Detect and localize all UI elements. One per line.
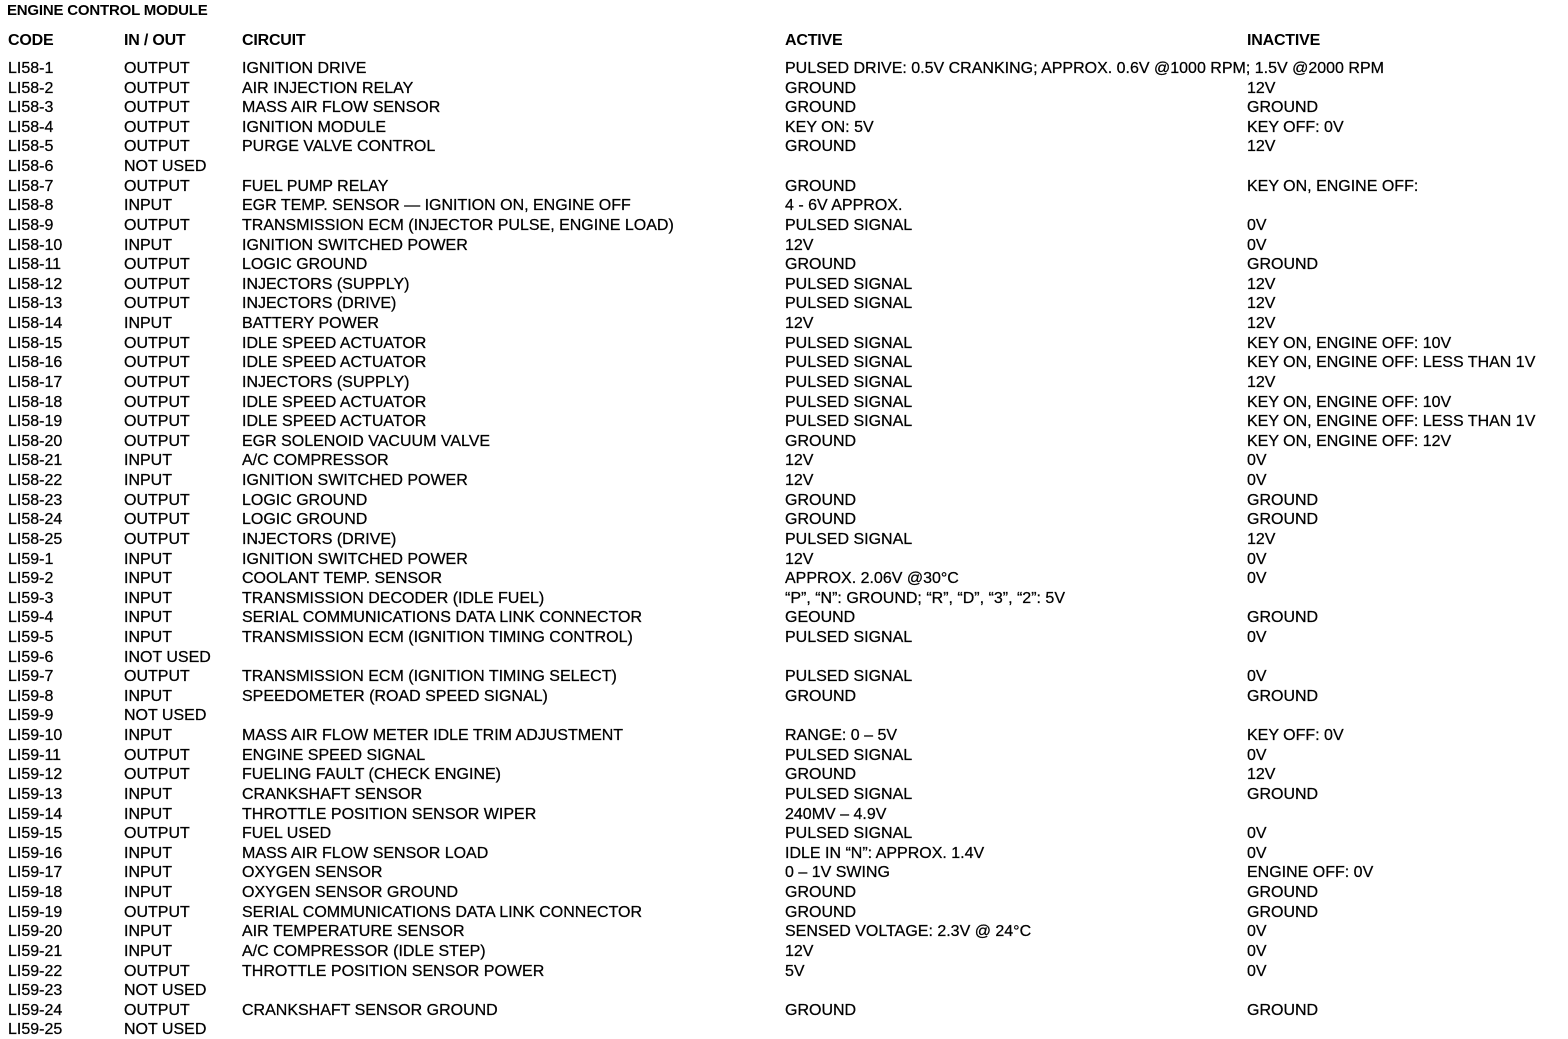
table-row <box>0 805 1568 824</box>
header-inactive: INACTIVE <box>1247 32 1321 49</box>
pin-direction: OUTPUT <box>124 746 190 764</box>
pin-circuit: LOGIC GROUND <box>242 256 368 274</box>
pin-inactive-value: GROUND <box>1247 609 1319 627</box>
table-row <box>0 451 1568 470</box>
pin-inactive-value: 0V <box>1247 570 1267 588</box>
pin-code: LI58-6 <box>8 158 54 176</box>
table-row <box>0 765 1568 784</box>
table-row <box>0 726 1568 745</box>
pin-inactive-value: KEY ON, ENGINE OFF: 10V <box>1247 393 1452 411</box>
pin-direction: OUTPUT <box>124 511 190 529</box>
pin-code: LI58-9 <box>8 216 54 234</box>
pin-direction: NOT USED <box>124 982 207 1000</box>
pin-direction: OUTPUT <box>124 216 190 234</box>
table-row <box>0 334 1568 353</box>
pin-code: LI58-20 <box>8 432 63 450</box>
table-row <box>0 353 1568 372</box>
table-row <box>0 1001 1568 1020</box>
pin-inactive-value: GROUND <box>1247 1001 1319 1019</box>
pin-circuit: INJECTORS (SUPPLY) <box>242 275 410 293</box>
pin-inactive-value: 0V <box>1247 216 1267 234</box>
pin-code: LI58-17 <box>8 373 63 391</box>
pin-inactive-value: 0V <box>1247 962 1267 980</box>
pin-active-value: PULSED SIGNAL <box>785 275 913 293</box>
table-row <box>0 275 1568 294</box>
pin-circuit: INJECTORS (SUPPLY) <box>242 373 410 391</box>
pin-direction: OUTPUT <box>124 393 190 411</box>
pin-circuit: FUELING FAULT (CHECK ENGINE) <box>242 766 501 784</box>
pin-circuit: MASS AIR FLOW SENSOR <box>242 99 441 117</box>
pin-circuit: FUEL USED <box>242 825 332 843</box>
pin-direction: INPUT <box>124 844 172 862</box>
pin-inactive-value: GROUND <box>1247 785 1319 803</box>
table-row <box>0 922 1568 941</box>
pin-code: LI58-5 <box>8 138 54 156</box>
pin-inactive-value: KEY ON, ENGINE OFF: 12V <box>1247 432 1452 450</box>
pin-active-value: PULSED DRIVE: 0.5V CRANKING; APPROX. 0.6V @1000 RPM; 1.5V @2000 RPM <box>785 60 1384 77</box>
pin-active-value: GROUND <box>785 687 857 705</box>
pin-inactive-value: 0V <box>1247 236 1267 254</box>
pin-circuit: A/C COMPRESSOR (IDLE STEP) <box>242 942 486 960</box>
table-row <box>0 667 1568 686</box>
pin-active-value: 12V <box>785 550 814 568</box>
table-row <box>0 59 1568 78</box>
pin-circuit: THROTTLE POSITION SENSOR WIPER <box>242 805 537 823</box>
table-row <box>0 589 1568 608</box>
pin-code: LI59-20 <box>8 923 63 941</box>
pin-circuit: A/C COMPRESSOR <box>242 452 389 470</box>
pin-direction: INPUT <box>124 884 172 902</box>
pin-circuit: INJECTORS (DRIVE) <box>242 295 397 313</box>
pin-code: LI58-2 <box>8 79 54 97</box>
pin-active-value: GROUND <box>785 491 857 509</box>
pin-direction: OUTPUT <box>124 138 190 156</box>
pin-code: LI59-1 <box>8 550 54 568</box>
table-row <box>0 706 1568 725</box>
pin-active-value: 0 – 1V SWING <box>785 864 890 882</box>
pin-circuit: INJECTORS (DRIVE) <box>242 530 397 548</box>
pin-active-value: IDLE IN “N”: APPROX. 1.4V <box>785 844 985 862</box>
pin-inactive-value: GROUND <box>1247 491 1319 509</box>
page-title: ENGINE CONTROL MODULE <box>7 2 208 19</box>
pin-code: LI58-24 <box>8 511 63 529</box>
table-row <box>0 373 1568 392</box>
pin-inactive-value: GROUND <box>1247 99 1319 117</box>
pin-active-value: GROUND <box>785 79 857 97</box>
pin-active-value: PULSED SIGNAL <box>785 628 913 646</box>
pin-code: LI58-7 <box>8 177 54 195</box>
pin-inactive-value: ENGINE OFF: 0V <box>1247 864 1374 882</box>
pin-code: LI59-24 <box>8 1001 63 1019</box>
table-row <box>0 883 1568 902</box>
table-row <box>0 157 1568 176</box>
pin-code: LI58-14 <box>8 315 63 333</box>
pin-active-value: APPROX. 2.06V @30°C <box>785 570 959 588</box>
pin-direction: OUTPUT <box>124 99 190 117</box>
pin-code: LI58-18 <box>8 393 63 411</box>
pin-direction: OUTPUT <box>124 295 190 313</box>
pin-circuit: MASS AIR FLOW METER IDLE TRIM ADJUSTMENT <box>242 727 624 745</box>
pin-inactive-value: KEY ON, ENGINE OFF: LESS THAN 1V <box>1247 354 1536 372</box>
pin-inactive-value: 0V <box>1247 825 1267 843</box>
pin-code: LI59-25 <box>8 1021 63 1039</box>
pin-code: LI59-17 <box>8 864 63 882</box>
pin-circuit: SPEEDOMETER (ROAD SPEED SIGNAL) <box>242 687 548 705</box>
pin-direction: OUTPUT <box>124 118 190 136</box>
pin-direction: OUTPUT <box>124 60 190 77</box>
pin-direction: INPUT <box>124 197 172 215</box>
pin-code: LI59-5 <box>8 628 54 646</box>
pin-code: LI58-8 <box>8 197 54 215</box>
pin-direction: NOT USED <box>124 707 207 725</box>
pin-direction: INPUT <box>124 687 172 705</box>
pin-active-value: PULSED SIGNAL <box>785 668 913 686</box>
pin-code: LI59-22 <box>8 962 63 980</box>
pin-inactive-value: GROUND <box>1247 687 1319 705</box>
pin-code: LI58-10 <box>8 236 63 254</box>
pin-code: LI58-11 <box>8 256 62 274</box>
pin-active-value: PULSED SIGNAL <box>785 746 913 764</box>
pin-inactive-value: 12V <box>1247 138 1276 156</box>
pin-active-value: PULSED SIGNAL <box>785 785 913 803</box>
pin-direction: INPUT <box>124 923 172 941</box>
pin-code: LI59-15 <box>8 825 63 843</box>
table-row <box>0 79 1568 98</box>
pin-inactive-value: 12V <box>1247 766 1276 784</box>
pin-direction: INPUT <box>124 609 172 627</box>
pin-active-value: GROUND <box>785 177 857 195</box>
pin-circuit: ENGINE SPEED SIGNAL <box>242 746 426 764</box>
pin-direction: INPUT <box>124 727 172 745</box>
pin-active-value: GROUND <box>785 1001 857 1019</box>
pin-active-value: PULSED SIGNAL <box>785 295 913 313</box>
pin-inactive-value: GROUND <box>1247 256 1319 274</box>
pin-inactive-value: 12V <box>1247 530 1276 548</box>
table-row <box>0 746 1568 765</box>
header-code: CODE <box>8 32 54 49</box>
pin-circuit: TRANSMISSION ECM (IGNITION TIMING SELECT) <box>242 668 617 686</box>
pin-code: LI58-21 <box>8 452 63 470</box>
pin-active-value: GROUND <box>785 138 857 156</box>
pin-code: LI59-4 <box>8 609 54 627</box>
table-row <box>0 294 1568 313</box>
pin-code: LI59-19 <box>8 903 63 921</box>
pin-circuit: IGNITION SWITCHED POWER <box>242 472 468 490</box>
pin-active-value: PULSED SIGNAL <box>785 825 913 843</box>
table-row <box>0 550 1568 569</box>
pin-circuit: PURGE VALVE CONTROL <box>242 138 436 156</box>
table-row <box>0 962 1568 981</box>
pin-inactive-value: GROUND <box>1247 511 1319 529</box>
pin-code: LI59-23 <box>8 982 63 1000</box>
pin-inactive-value: 0V <box>1247 668 1267 686</box>
pin-circuit: SERIAL COMMUNICATIONS DATA LINK CONNECTOR <box>242 903 643 921</box>
pin-active-value: 12V <box>785 942 814 960</box>
pin-circuit: IDLE SPEED ACTUATOR <box>242 393 427 411</box>
pin-circuit: LOGIC GROUND <box>242 511 368 529</box>
table-row <box>0 608 1568 627</box>
pin-active-value: PULSED SIGNAL <box>785 413 913 431</box>
pin-code: LI58-15 <box>8 334 63 352</box>
pin-active-value: GROUND <box>785 432 857 450</box>
table-row <box>0 903 1568 922</box>
pin-direction: OUTPUT <box>124 79 190 97</box>
pin-circuit: IGNITION MODULE <box>242 118 387 136</box>
pin-inactive-value: 12V <box>1247 373 1276 391</box>
pin-code: LI59-3 <box>8 589 54 607</box>
pin-active-value: GROUND <box>785 766 857 784</box>
pin-direction: NOT USED <box>124 1021 207 1039</box>
pin-active-value: GROUND <box>785 256 857 274</box>
pin-direction: OUTPUT <box>124 177 190 195</box>
pin-inactive-value: 0V <box>1247 844 1267 862</box>
pin-active-value: 4 - 6V APPROX. <box>785 197 903 215</box>
table-row <box>0 432 1568 451</box>
pin-code: LI59-9 <box>8 707 54 725</box>
pin-circuit: EGR TEMP. SENSOR — IGNITION ON, ENGINE OFF <box>242 197 631 215</box>
pin-code: LI59-21 <box>8 942 63 960</box>
pin-direction: OUTPUT <box>124 491 190 509</box>
pin-circuit: IGNITION DRIVE <box>242 60 367 77</box>
pin-active-value: GROUND <box>785 884 857 902</box>
pin-inactive-value: KEY ON, ENGINE OFF: <box>1247 177 1419 195</box>
pin-inactive-value: 0V <box>1247 923 1267 941</box>
pin-direction: OUTPUT <box>124 432 190 450</box>
pin-inactive-value: 12V <box>1247 275 1276 293</box>
pin-inactive-value: KEY OFF: 0V <box>1247 118 1344 136</box>
pin-direction: OUTPUT <box>124 962 190 980</box>
pin-circuit: CRANKSHAFT SENSOR <box>242 785 423 803</box>
pin-active-value: PULSED SIGNAL <box>785 334 913 352</box>
table-row <box>0 530 1568 549</box>
pin-inactive-value: KEY OFF: 0V <box>1247 727 1344 745</box>
pin-direction: INPUT <box>124 550 172 568</box>
pin-direction: INPUT <box>124 785 172 803</box>
table-row <box>0 785 1568 804</box>
pin-direction: OUTPUT <box>124 903 190 921</box>
pin-active-value: 12V <box>785 236 814 254</box>
pin-code: LI58-13 <box>8 295 63 313</box>
table-row <box>0 177 1568 196</box>
pin-active-value: 12V <box>785 452 814 470</box>
pin-direction: INPUT <box>124 452 172 470</box>
pin-active-value: PULSED SIGNAL <box>785 530 913 548</box>
pin-circuit: IGNITION SWITCHED POWER <box>242 236 468 254</box>
pin-active-value: 5V <box>785 962 805 980</box>
table-row <box>0 196 1568 215</box>
pin-active-value: PULSED SIGNAL <box>785 373 913 391</box>
pin-direction: INPUT <box>124 942 172 960</box>
pin-circuit: COOLANT TEMP. SENSOR <box>242 570 443 588</box>
table-row <box>0 236 1568 255</box>
pin-direction: OUTPUT <box>124 256 190 274</box>
pin-direction: NOT USED <box>124 158 207 176</box>
pin-circuit: AIR TEMPERATURE SENSOR <box>242 923 465 941</box>
pin-active-value: KEY ON: 5V <box>785 118 874 136</box>
pin-circuit: IDLE SPEED ACTUATOR <box>242 413 427 431</box>
pin-circuit: EGR SOLENOID VACUUM VALVE <box>242 432 491 450</box>
pin-code: LI59-7 <box>8 668 54 686</box>
table-row <box>0 844 1568 863</box>
pin-direction: OUTPUT <box>124 1001 190 1019</box>
table-row <box>0 942 1568 961</box>
pin-direction: INOT USED <box>124 648 211 666</box>
pin-inactive-value: 0V <box>1247 472 1267 490</box>
pin-code: LI59-6 <box>8 648 54 666</box>
pin-code: LI59-2 <box>8 570 54 588</box>
pin-inactive-value: 12V <box>1247 79 1276 97</box>
table-row <box>0 981 1568 1000</box>
pin-direction: OUTPUT <box>124 668 190 686</box>
table-row <box>0 628 1568 647</box>
pin-circuit: CRANKSHAFT SENSOR GROUND <box>242 1001 498 1019</box>
header-active: ACTIVE <box>785 32 843 49</box>
pin-active-value: SENSED VOLTAGE: 2.3V @ 24°C <box>785 923 1032 941</box>
pin-code: LI58-16 <box>8 354 63 372</box>
pin-code: LI59-10 <box>8 727 63 745</box>
pin-circuit: FUEL PUMP RELAY <box>242 177 389 195</box>
pin-circuit: SERIAL COMMUNICATIONS DATA LINK CONNECTOR <box>242 609 643 627</box>
pin-code: LI58-3 <box>8 99 54 117</box>
pin-direction: OUTPUT <box>124 275 190 293</box>
pin-direction: OUTPUT <box>124 825 190 843</box>
pin-active-value: GROUND <box>785 511 857 529</box>
pin-code: LI59-12 <box>8 766 63 784</box>
pin-direction: INPUT <box>124 472 172 490</box>
table-row <box>0 824 1568 843</box>
pin-code: LI58-19 <box>8 413 63 431</box>
pin-circuit: TRANSMISSION DECODER (IDLE FUEL) <box>242 589 545 607</box>
pin-direction: OUTPUT <box>124 334 190 352</box>
pin-code: LI58-22 <box>8 472 63 490</box>
pin-circuit: IDLE SPEED ACTUATOR <box>242 334 427 352</box>
pin-active-value: “P”, “N”: GROUND; “R”, “D”, “3”, “2”: 5V <box>785 589 1065 607</box>
pin-code: LI59-11 <box>8 746 62 764</box>
pin-active-value: 12V <box>785 472 814 490</box>
pin-code: LI58-23 <box>8 491 63 509</box>
table-row <box>0 216 1568 235</box>
pin-circuit: TRANSMISSION ECM (IGNITION TIMING CONTROL) <box>242 628 633 646</box>
pin-circuit: TRANSMISSION ECM (INJECTOR PULSE, ENGINE LOAD) <box>242 216 674 234</box>
pin-direction: INPUT <box>124 864 172 882</box>
pin-circuit: AIR INJECTION RELAY <box>242 79 414 97</box>
header-circuit: CIRCUIT <box>242 32 306 49</box>
table-row <box>0 1020 1568 1039</box>
pin-code: LI59-18 <box>8 884 63 902</box>
pin-direction: OUTPUT <box>124 413 190 431</box>
table-row <box>0 648 1568 667</box>
table-row <box>0 393 1568 412</box>
pin-code: LI58-25 <box>8 530 63 548</box>
pin-direction: INPUT <box>124 628 172 646</box>
pin-active-value: RANGE: 0 – 5V <box>785 727 898 745</box>
pin-circuit: LOGIC GROUND <box>242 491 368 509</box>
table-row <box>0 491 1568 510</box>
pin-direction: OUTPUT <box>124 373 190 391</box>
pin-inactive-value: 0V <box>1247 550 1267 568</box>
pin-circuit: IDLE SPEED ACTUATOR <box>242 354 427 372</box>
pin-circuit: THROTTLE POSITION SENSOR POWER <box>242 962 545 980</box>
pin-inactive-value: GROUND <box>1247 903 1319 921</box>
pin-inactive-value: 0V <box>1247 942 1267 960</box>
pin-inactive-value: 0V <box>1247 628 1267 646</box>
table-row <box>0 137 1568 156</box>
pin-direction: INPUT <box>124 315 172 333</box>
pin-direction: INPUT <box>124 805 172 823</box>
pin-direction: INPUT <box>124 589 172 607</box>
pin-direction: OUTPUT <box>124 530 190 548</box>
pin-circuit: BATTERY POWER <box>242 315 379 333</box>
table-row <box>0 412 1568 431</box>
pin-code: LI58-1 <box>8 60 54 77</box>
pin-active-value: PULSED SIGNAL <box>785 354 913 372</box>
pin-active-value: GEOUND <box>785 609 856 627</box>
pin-direction: OUTPUT <box>124 354 190 372</box>
pin-active-value: 240MV – 4.9V <box>785 805 887 823</box>
pin-code: LI58-12 <box>8 275 63 293</box>
pin-circuit: IGNITION SWITCHED POWER <box>242 550 468 568</box>
pin-code: LI59-8 <box>8 687 54 705</box>
pin-inactive-value: 12V <box>1247 315 1276 333</box>
pin-circuit: OXYGEN SENSOR <box>242 864 383 882</box>
pin-inactive-value: 0V <box>1247 452 1267 470</box>
pin-active-value: PULSED SIGNAL <box>785 393 913 411</box>
table-row <box>0 569 1568 588</box>
pin-direction: INPUT <box>124 570 172 588</box>
pin-inactive-value: 12V <box>1247 295 1276 313</box>
table-row <box>0 687 1568 706</box>
pin-direction: OUTPUT <box>124 766 190 784</box>
table-row <box>0 314 1568 333</box>
pin-code: LI58-4 <box>8 118 54 136</box>
pin-code: LI59-14 <box>8 805 63 823</box>
pin-direction: INPUT <box>124 236 172 254</box>
pin-active-value: GROUND <box>785 99 857 117</box>
pin-code: LI59-16 <box>8 844 63 862</box>
table-row <box>0 98 1568 117</box>
pin-inactive-value: KEY ON, ENGINE OFF: LESS THAN 1V <box>1247 413 1536 431</box>
pin-circuit: MASS AIR FLOW SENSOR LOAD <box>242 844 489 862</box>
table-row <box>0 255 1568 274</box>
pin-code: LI59-13 <box>8 785 63 803</box>
pin-active-value: 12V <box>785 315 814 333</box>
table-row <box>0 118 1568 137</box>
header-in-out: IN / OUT <box>124 32 186 49</box>
pin-inactive-value: GROUND <box>1247 884 1319 902</box>
pin-active-value: PULSED SIGNAL <box>785 216 913 234</box>
table-row <box>0 863 1568 882</box>
pin-inactive-value: KEY ON, ENGINE OFF: 10V <box>1247 334 1452 352</box>
pin-inactive-value: 0V <box>1247 746 1267 764</box>
table-row <box>0 471 1568 490</box>
pin-circuit: OXYGEN SENSOR GROUND <box>242 884 459 902</box>
pin-active-value: GROUND <box>785 903 857 921</box>
table-row <box>0 510 1568 529</box>
